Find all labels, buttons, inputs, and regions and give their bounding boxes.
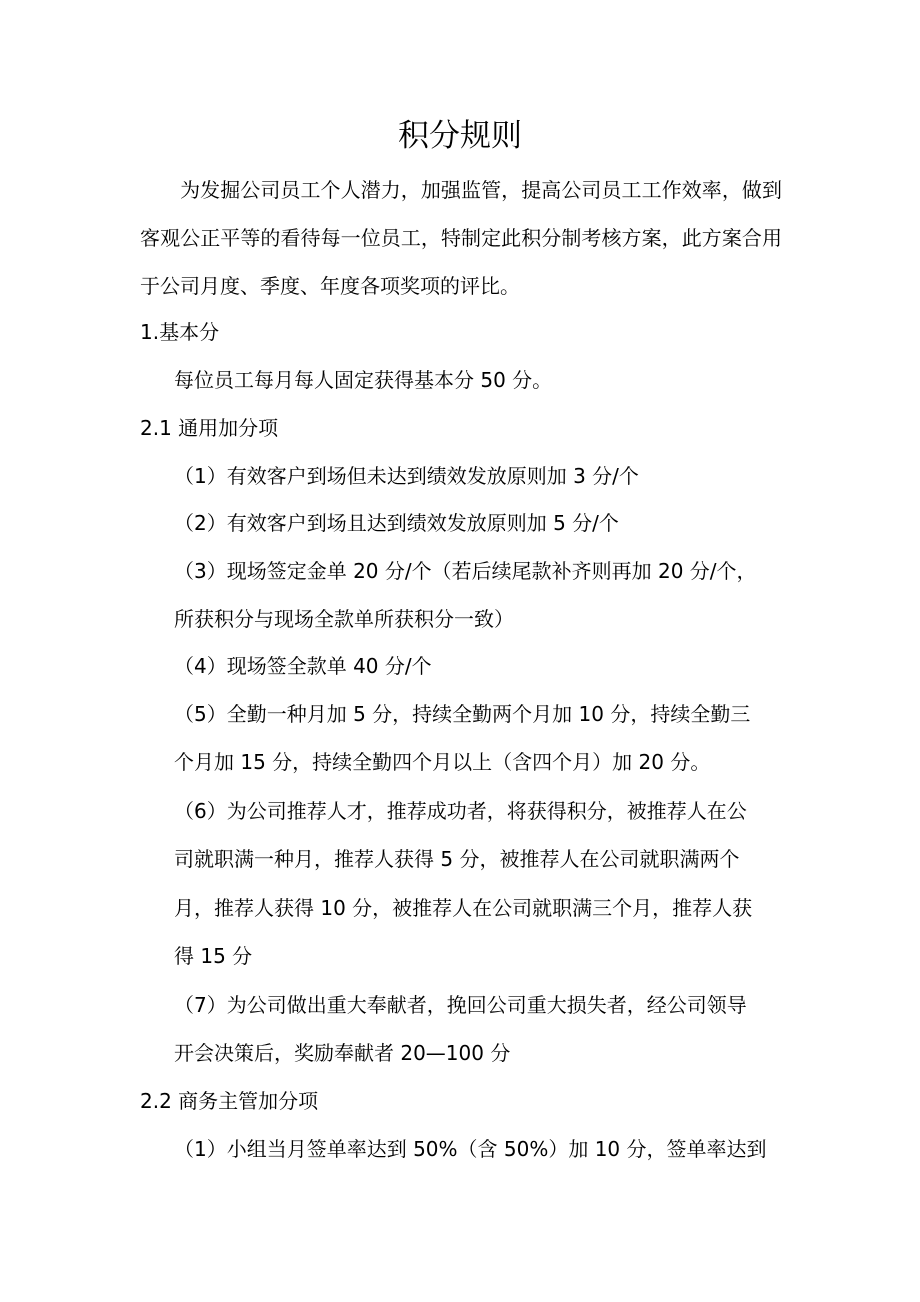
rule-line: （1）有效客户到场但未达到绩效发放原则加 3 分/个 xyxy=(174,464,639,488)
section-1-heading: 1.基本分 xyxy=(140,320,220,344)
section-2-1-heading: 2.1 通用加分项 xyxy=(140,416,279,440)
section-2-2-heading: 2.2 商务主管加分项 xyxy=(140,1089,319,1113)
rule-line: 得 15 分 xyxy=(174,944,253,968)
rule-line: （3）现场签定金单 20 分/个（若后续尾款补齐则再加 20 分/个， xyxy=(174,559,757,583)
rule-line: （4）现场签全款单 40 分/个 xyxy=(174,654,432,678)
rule-line: （7）为公司做出重大奉献者，挽回公司重大损失者，经公司领导 xyxy=(174,993,747,1017)
rule-line: （2）有效客户到场且达到绩效发放原则加 5 分/个 xyxy=(174,511,619,535)
rule-line: 月，推荐人获得 10 分，被推荐人在公司就职满三个月，推荐人获 xyxy=(174,896,753,920)
page-title: 积分规则 xyxy=(398,118,522,154)
rule-line: 开会决策后，奖励奉献者 20—100 分 xyxy=(174,1041,511,1065)
intro-paragraph xyxy=(140,166,782,310)
rule-line: （5）全勤一种月加 5 分，持续全勤两个月加 10 分，持续全勤三 xyxy=(174,702,751,726)
section-1-text: 每位员工每月每人固定获得基本分 50 分。 xyxy=(174,368,553,392)
rule-line: （1）小组当月签单率达到 50%（含 50%）加 10 分，签单率达到 xyxy=(174,1137,767,1161)
rule-line: 所获积分与现场全款单所获积分一致） xyxy=(174,607,514,631)
intro-text: 为发掘公司员工个人潜力，加强监管，提高公司员工工作效率，做到客观公正平等的看待每一位员工，特制定此积分制考核方案，此方案合用于公司月度、季度、年度各项奖项的评比。 xyxy=(140,178,782,298)
rule-line: 司就职满一种月，推荐人获得 5 分，被推荐人在公司就职满两个 xyxy=(174,847,740,871)
rule-line: 个月加 15 分，持续全勤四个月以上（含四个月）加 20 分。 xyxy=(174,750,711,774)
rule-line: （6）为公司推荐人才，推荐成功者，将获得积分，被推荐人在公 xyxy=(174,799,747,823)
